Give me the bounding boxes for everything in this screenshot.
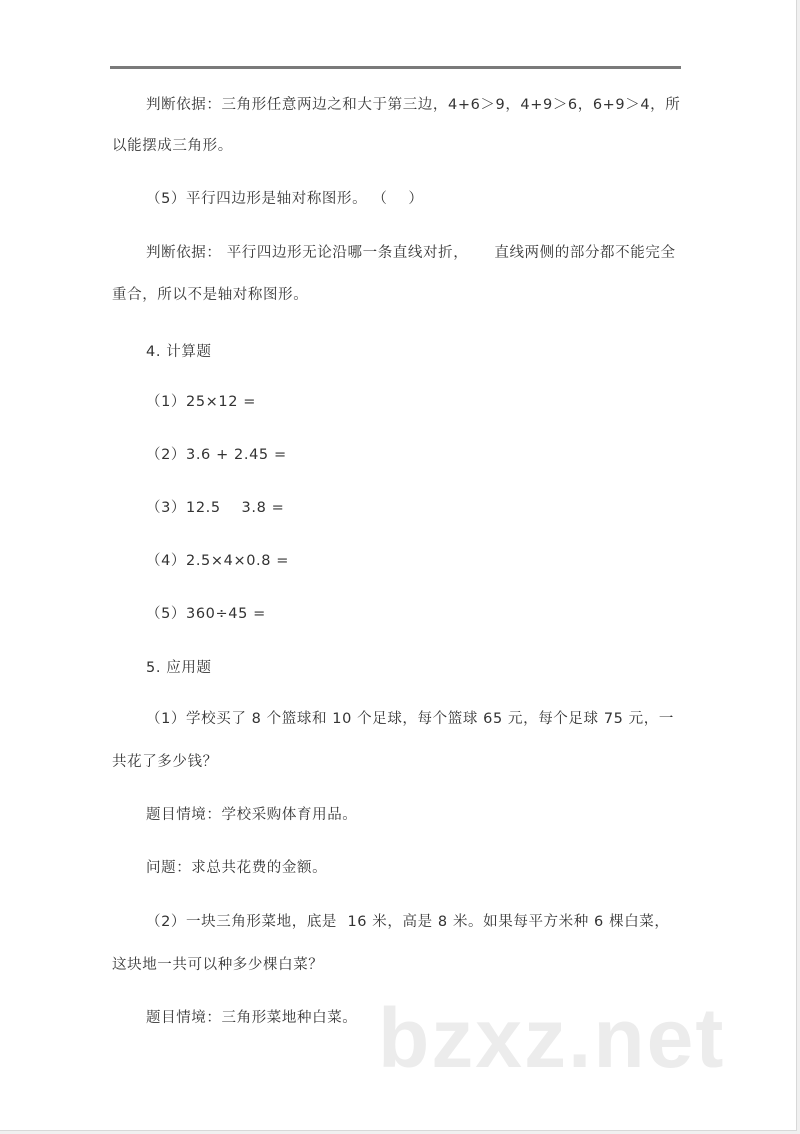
text-line: 这块地一共可以种多少棵白菜？ [112, 957, 324, 973]
text-line: 题目情境：三角形菜地种白菜。 [146, 1010, 358, 1026]
text-line: （1）学校买了 8 个篮球和 10 个足球，每个篮球 65 元，每个足球 75 元，一 [146, 711, 674, 727]
text-line: （3）12.5 3.8 = [146, 500, 285, 516]
text-line: 问题：求总共花费的金额。 [146, 860, 328, 876]
text-line: 4. 计算题 [146, 344, 212, 360]
watermark: bzxz.net [378, 991, 726, 1085]
header-rule [110, 66, 681, 69]
text-line: 5. 应用题 [146, 660, 212, 676]
text-line: 以能摆成三角形。 [112, 138, 233, 154]
text-line: （4）2.5×4×0.8 = [146, 553, 290, 569]
text-line: （2）一块三角形菜地，底是 16 米，高是 8 米。如果每平方米种 6 棵白菜， [146, 914, 670, 930]
text-line: 判断依据： 平行四边形无论沿哪一条直线对折， 直线两侧的部分都不能完全 [146, 245, 676, 261]
text-line: （2）3.6 + 2.45 = [146, 447, 287, 463]
text-line: 判断依据：三角形任意两边之和大于第三边，4+6＞9，4+9＞6，6+9＞4，所 [146, 97, 681, 113]
text-line: 共花了多少钱？ [112, 754, 218, 770]
text-line: （1）25×12 = [146, 394, 257, 410]
text-line: 题目情境：学校采购体育用品。 [146, 807, 358, 823]
text-line: 重合，所以不是轴对称图形。 [112, 287, 309, 303]
text-line: （5）360÷45 = [146, 606, 266, 622]
text-line: （5）平行四边形是轴对称图形。 （ ） [146, 191, 424, 207]
